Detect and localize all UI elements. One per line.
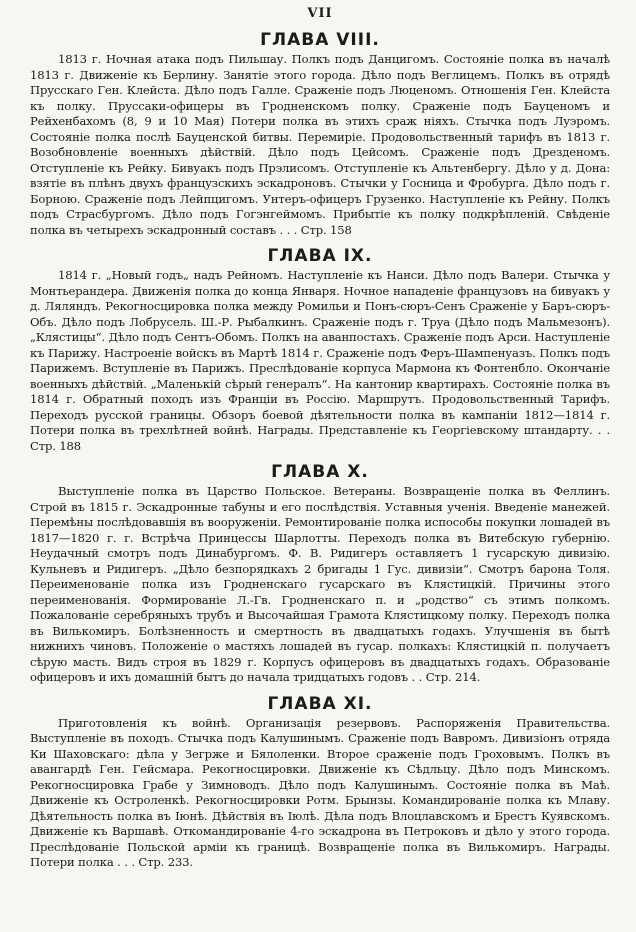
page-folio: VII bbox=[307, 6, 333, 21]
chapter-title: ГЛАВА XI. bbox=[267, 693, 373, 714]
chapter-summary: Приготовленія къ войнѣ. Организація резервовъ. Распоряженія Правительства. Выступленіе въ походъ. Стычка подъ Калушинымъ. Сраженіе подъ Вавромъ. Дивизіонъ отряда Ки Шаховскаго: дѣла у Зегрже и Бялоленки. Второе сраженіе подъ Гроховымъ. Полкъ въ авангардѣ Ген. Гейсмара. Рекогносцировки. Движеніе къ Сѣдльцу. Дѣло подъ Минскомъ. Рекогносцировка Грабе у Зимноводъ. Дѣло подъ Калушинымъ. Состояніе полка въ Маѣ. Движеніе къ Остроленкѣ. Рекогносцировки Ротм. Брынзы. Командированіе полка къ Млаву. Дѣятельность полка въ Іюнѣ. Дѣйствія въ Іюлѣ. Дѣла подъ Влоцлавскомъ и Брестъ Куявскомъ. Движеніе къ Варшавѣ. Откомандированіе 4-го эскадрона въ Петроковъ и дѣло у этого города. Преслѣдованіе Польской арміи къ границѣ. Возвращеніе полка въ Вилькомиръ. Награды. Потери полка . . . Стр. 233. bbox=[30, 715, 610, 869]
chapter-11 bbox=[30, 694, 610, 871]
chapter-title: ГЛАВА X. bbox=[271, 462, 369, 482]
chapter-10 bbox=[30, 462, 610, 686]
page-reference: Стр. 233. bbox=[138, 855, 193, 869]
chapter-summary: Выступленіе полка въ Царство Польское. Ветераны. Возвращеніе полка въ Феллинъ. Строй въ 1815 г. Эскадронные табуны и его послѣдствія. Уставныя ученія. Введеніе манежей. Перемѣны послѣдовавшія въ вооруженіи. Ремонтированіе полка испособы покупки лошадей въ 1817—1820 г. г. Встрѣча Принцессы Шарлотты. Переходъ полка въ Витебскую губернію. Неудачный смотръ подъ Динабургомъ. Ф. В. Ридигеръ оставляетъ 1 гусарскую дивизію. Кульневъ и Ридигеръ. „Дѣло безпорядкахъ 2 бригады 1 Гус. дивизіи“. Смотръ барона Толя. Переименованіе полка изъ Гродненскаго гусарскаго въ Клястицкій. Причины этого переименованія. Формированіе Л.-Гв. Гродненскаго п. и „родство“ съ этимъ полкомъ. Пожалованіе серебряныхъ трубъ и Высочайшая Грамота Клястицкому полку. Переходъ полка въ Вилькомиръ. Болѣзненность и смертность въ двадцатыхъ годахъ. Улучшенія въ бытѣ нижнихъ чиновъ. Положеніе о мастяхъ лошадей въ гусар. полкахъ: Клястицкій п. получаетъ сѣрую масть. Видъ строя въ 1829 г. Корпусъ офицеровъ въ двадцатыхъ годахъ. Образованіе офицеровъ и ихъ домашній бытъ до начала тридцатыхъ годовъ . . Стр. 214. bbox=[30, 484, 610, 684]
page-reference: Стр. 188 bbox=[30, 438, 82, 453]
chapter-text: Приготовленія къ войнѣ. Организація резервовъ. Распоряженія Правительства. Выступленіе въ походъ. Стычка подъ Калушинымъ. Сраженіе подъ Вавромъ. Дивизіонъ отряда Ки Шаховскаго: дѣла у Зегрже и Бялоленки. Второе сраженіе подъ Гроховымъ. Полкъ въ авангардѣ Ген. Гейсмара. Рекогносцировки. Движеніе къ Сѣдльцу. Дѣло подъ Минскомъ. Рекогносцировка Грабе у Зимноводъ. Дѣло подъ Калушинымъ. Состояніе полка въ Маѣ. Движеніе къ Остроленкѣ. Рекогносцировки Ротм. Брынзы. Командированіе полка къ Млаву. Дѣятельность полка въ Іюнѣ. Дѣйствія въ Іюлѣ. Дѣла подъ Влоцлавскомъ и Брестъ Куявскомъ. Движеніе къ Варшавѣ. Откомандированіе 4-го эскадрона въ Петроковъ и дѣло у этого города. Преслѣдованіе Польской арміи къ границѣ. Возвращеніе полка въ Вилькомиръ. Награды. Потери полка bbox=[30, 715, 610, 869]
chapter-title: ГЛАВА IX. bbox=[267, 246, 373, 266]
page-reference: Стр. 214. bbox=[425, 670, 481, 684]
page-reference: Стр. 158 bbox=[300, 222, 352, 237]
chapter-text: 1814 г. „Новый годъ„ надъ Рейномъ. Наступленіе къ Нанси. Дѣло подъ Валери. Стычка у Монтьерандера. Движенія полка до конца Января. Ночное нападеніе французовъ на бивуакъ у д. Ляляндъ. Рекогносцировка полка между Ромильи и Понъ-сюръ-Сенъ Сраженіе у Баръ-сюръ-Объ. Дѣло подъ Лобрусель. Ш.-Р. Рыбалкинъ. Сраженіе подъ г. Труа (Дѣло подъ Мальмезонъ). „Клястицы“. Дѣло подъ Сентъ-Обомъ. Полкъ на аванпостахъ. Сраженіе подъ Арси. Наступленіе къ Парижу. Настроеніе войскъ въ Мартѣ 1814 г. Сраженіе подъ Феръ-Шампенуазъ. Полкъ подъ Парижемъ. Вступленіе въ Парижъ. Преслѣдованіе корпуса Мармона къ Фонтенбло. Окончаніе военныхъ дѣйствій. „Маленькій сѣрый генералъ“. На кантонир квартирахъ. Состояніе полка въ 1814 г. Обратный походъ изъ Франціи въ Россію. Маршрутъ. Продовольственный Тарифъ. Переходъ русской границы. Обзоръ боевой дѣятельности полка въ кампаніи 1812—1814 г. Потери полка въ трехлѣтней войнѣ. Награды. Представленіе къ Георгіевскому штандарту. bbox=[30, 268, 610, 437]
chapter-text: Выступленіе полка въ Царство Польское. Ветераны. Возвращеніе полка въ Феллинъ. Строй въ 1815 г. Эскадронные табуны и его послѣдствія. Уставныя ученія. Введеніе манежей. Перемѣны послѣдовавшія въ вооруженіи. Ремонтированіе полка испособы покупки лошадей въ 1817—1820 г. г. Встрѣча Принцессы Шарлотты. Переходъ полка въ Витебскую губернію. Неудачный смотръ подъ Динабургомъ. Ф. В. Ридигеръ оставляетъ 1 гусарскую дивизію. Кульневъ и Ридигеръ. „Дѣло безпорядкахъ 2 бригады 1 Гус. дивизіи“. Смотръ барона Толя. Переименованіе полка изъ Гродненскаго гусарскаго въ Клястицкій. Причины этого переименованія. Формированіе Л.-Гв. Гродненскаго п. и „родство“ съ этимъ полкомъ. Пожалованіе серебряныхъ трубъ и Высочайшая Грамота Клястицкому полку. Переходъ полка въ Вилькомиръ. Болѣзненность и смертность въ двадцатыхъ годахъ. Улучшенія въ бытѣ нижнихъ чиновъ. Положеніе о мастяхъ лошадей въ гусар. полкахъ: Клястицкій п. получаетъ сѣрую масть. Видъ строя въ 1829 г. Корпусъ офицеровъ въ двадцатыхъ годахъ. Образованіе офицеровъ и ихъ домашній бытъ до начала тридцатыхъ годовъ bbox=[30, 484, 610, 684]
chapter-summary: 1814 г. „Новый годъ„ надъ Рейномъ. Наступленіе къ Нанси. Дѣло подъ Валери. Стычка у Монтьерандера. Движенія полка до конца Января. Ночное нападеніе французовъ на бивуакъ у д. Ляляндъ. Рекогносцировка полка между Ромильи и Понъ-сюръ-Сенъ Сраженіе у Баръ-сюръ-Объ. Дѣло подъ Лобрусель. Ш.-Р. Рыбалкинъ. Сраженіе подъ г. Труа (Дѣло подъ Мальмезонъ). „Клястицы“. Дѣло подъ Сентъ-Обомъ. Полкъ на аванпостахъ. Сраженіе подъ Арси. Наступленіе къ Парижу. Настроеніе войскъ въ Мартѣ 1814 г. Сраженіе подъ Феръ-Шампенуазъ. Полкъ подъ Парижемъ. Вступленіе въ Парижъ. Преслѣдованіе корпуса Мармона къ Фонтенбло. Окончаніе военныхъ дѣйствій. „Маленькій сѣрый генералъ“. На кантонир квартирахъ. Состояніе полка въ 1814 г. Обратный походъ изъ Франціи въ Россію. Маршрутъ. Продовольственный Тарифъ. Переходъ русской границы. Обзоръ боевой дѣятельности полка въ кампаніи 1812—1814 г. Потери полка въ трехлѣтней войнѣ. Награды. Представленіе къ Георгіевскому штандарту. . . Стр. 188 bbox=[30, 268, 610, 453]
chapter-8 bbox=[30, 30, 610, 238]
chapter-text: 1813 г. Ночная атака подъ Пильшау. Полкъ подъ Данцигомъ. Состояніе полка въ началѣ 1813 г. Движеніе къ Берлину. Занятіе этого города. Дѣло подъ Веглицемъ. Полкъ въ отрядѣ Прусскаго Ген. Клейста. Дѣло подъ Галле. Сраженіе подъ Люценомъ. Отношенія Ген. Клейста къ полку. Пруссаки-офицеры въ Гродненскомъ полку. Сраженіе подъ Бауценомъ и Рейхенбахомъ (8, 9 и 10 Мая) Потери полка въ этихъ сраж ніяхъ. Стычка подъ Луэромъ. Состояніе полка послѣ Бауценской битвы. Перемиріе. Продовольственный тарифъ въ 1813 г. Возобновленіе военныхъ дѣйствій. Дѣло подъ Цейсомъ. Сраженіе подъ Дрезденомъ. Отступленіе къ Рейку. Бивуакъ подъ Прэлисомъ. Отступленіе къ Альтенбергу. Дѣло у д. Дона: взятіе въ плѣнъ двухъ французскихъ эскадроновъ. Стычки у Госница и Фробурга. Дѣло подъ г. Борною. Сраженіе подъ Лейпцигомъ. Унтеръ-офицеръ Грузенко. Наступленіе къ Рейну. Полкъ подъ Страсбургомъ. Дѣло подъ Гогэнгеймомъ. Прибытіе къ полку подкрѣпленій. Свѣденіе полка въ четырехъ эскадронный составъ bbox=[30, 52, 610, 237]
chapter-9 bbox=[30, 246, 610, 454]
chapter-summary: 1813 г. Ночная атака подъ Пильшау. Полкъ подъ Данцигомъ. Состояніе полка въ началѣ 1813 г. Движеніе къ Берлину. Занятіе этого города. Дѣло подъ Веглицемъ. Полкъ въ отрядѣ Прусскаго Ген. Клейста. Дѣло подъ Галле. Сраженіе подъ Люценомъ. Отношенія Ген. Клейста къ полку. Пруссаки-офицеры въ Гродненскомъ полку. Сраженіе подъ Бауценомъ и Рейхенбахомъ (8, 9 и 10 Мая) Потери полка въ этихъ сраж ніяхъ. Стычка подъ Луэромъ. Состояніе полка послѣ Бауценской битвы. Перемиріе. Продовольственный тарифъ въ 1813 г. Возобновленіе военныхъ дѣйствій. Дѣло подъ Цейсомъ. Сраженіе подъ Дрезденомъ. Отступленіе къ Рейку. Бивуакъ подъ Прэлисомъ. Отступленіе къ Альтенбергу. Дѣло у д. Дона: взятіе въ плѣнъ двухъ французскихъ эскадроновъ. Стычки у Госница и Фробурга. Дѣло подъ г. Борною. Сраженіе подъ Лейпцигомъ. Унтеръ-офицеръ Грузенко. Наступленіе къ Рейну. Полкъ подъ Страсбургомъ. Дѣло подъ Гогэнгеймомъ. Прибытіе къ полку подкрѣпленій. Свѣденіе полка въ четырехъ эскадронный составъ . . . Стр. 158 bbox=[30, 52, 610, 237]
chapter-title: ГЛАВА VIII. bbox=[260, 30, 380, 50]
